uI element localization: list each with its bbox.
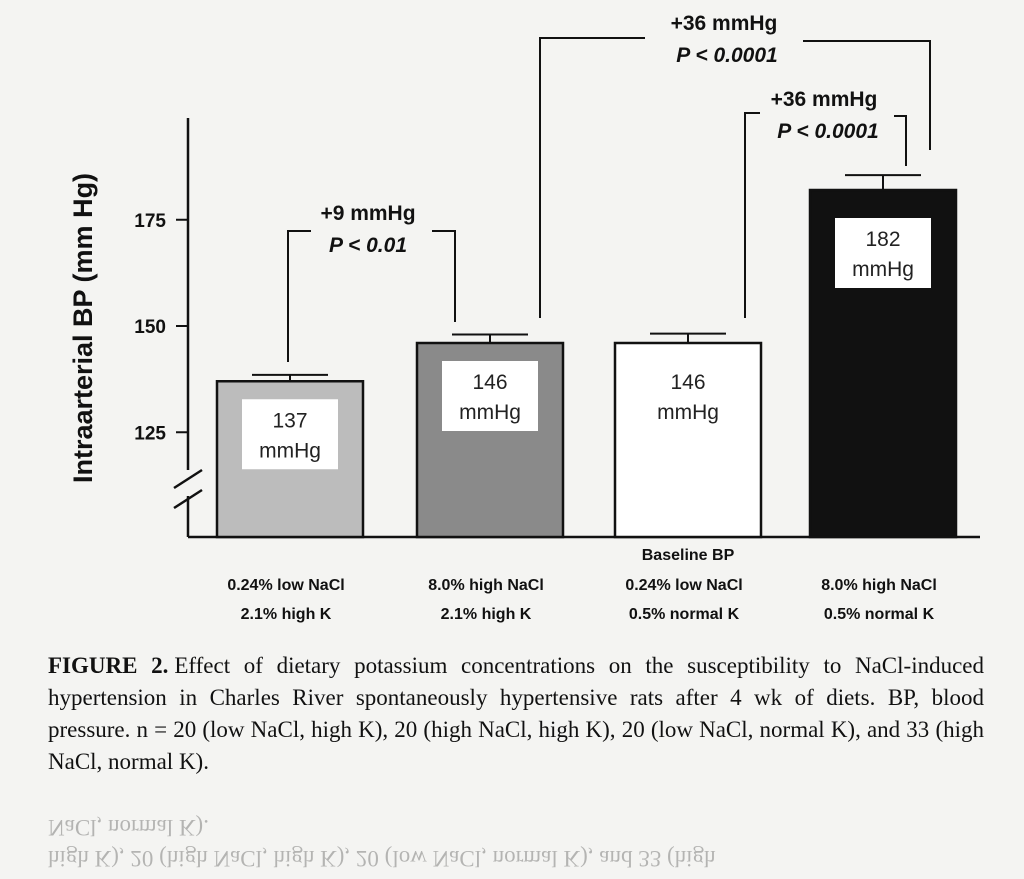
caption-label: FIGURE 2.: [48, 653, 169, 678]
y-axis-label: Intraarterial BP (mm Hg): [68, 172, 98, 484]
category-label-line2: 0.5% normal K: [628, 606, 740, 623]
bleed-through-line-1: NaCl, normal K).: [48, 815, 209, 840]
category-header: Baseline BP: [641, 547, 735, 564]
comparison-diff: +36 mmHg: [670, 12, 778, 35]
category-label-line2: 2.1% high K: [240, 606, 332, 623]
comparison-bracket: [288, 231, 311, 362]
data-label-unit: mmHg: [459, 401, 521, 424]
data-label-value: 146: [472, 371, 508, 394]
data-label-value: 146: [670, 371, 706, 394]
comparison-p-value: P < 0.01: [328, 234, 408, 257]
comparison-diff: +9 mmHg: [320, 202, 416, 225]
category-label-line1: 8.0% high NaCl: [821, 577, 937, 594]
y-tick-label: 150: [134, 317, 166, 338]
figure-caption: [48, 650, 984, 778]
axis-break-mark: [174, 470, 202, 488]
data-label-unit: mmHg: [852, 258, 914, 281]
data-label-unit: mmHg: [259, 439, 321, 463]
comparison-bracket: [432, 231, 455, 322]
category-label-line1: 8.0% high NaCl: [428, 577, 544, 594]
comparison-p-value: P < 0.0001: [777, 120, 879, 143]
y-tick-label: 175: [134, 210, 166, 232]
data-label-unit: mmHg: [657, 401, 719, 424]
category-label-line1: 0.24% low NaCl: [625, 577, 743, 594]
comparison-bracket: [894, 116, 906, 166]
comparison-bracket: [745, 113, 760, 318]
comparison-diff: +36 mmHg: [770, 88, 878, 111]
y-tick-label: 125: [134, 423, 166, 445]
comparison-bracket: [540, 38, 645, 318]
category-label-line2: 0.5% normal K: [823, 606, 935, 623]
comparison-p-value: P < 0.0001: [676, 44, 778, 67]
caption-text: Effect of dietary potassium concentrations on the susceptibility to NaCl-induced hypertension in Charles River spontaneously hypertensive rats after 4 wk of diets. BP, blood pressure. n = 20 (low NaCl, high K), 20 (high NaCl, high K), 20 (low NaCl, normal K), and 33 (high NaCl, normal K).: [48, 653, 985, 774]
category-label-line2: 2.1% high K: [440, 606, 532, 623]
category-label-line1: 0.24% low NaCl: [227, 577, 345, 594]
bleed-through-line-2: high K), 20 (high NaCl, high K), 20 (low NaCl, normal K), and 33 (high: [48, 846, 716, 871]
data-label-value: 137: [272, 409, 308, 433]
data-label-value: 182: [865, 228, 901, 251]
